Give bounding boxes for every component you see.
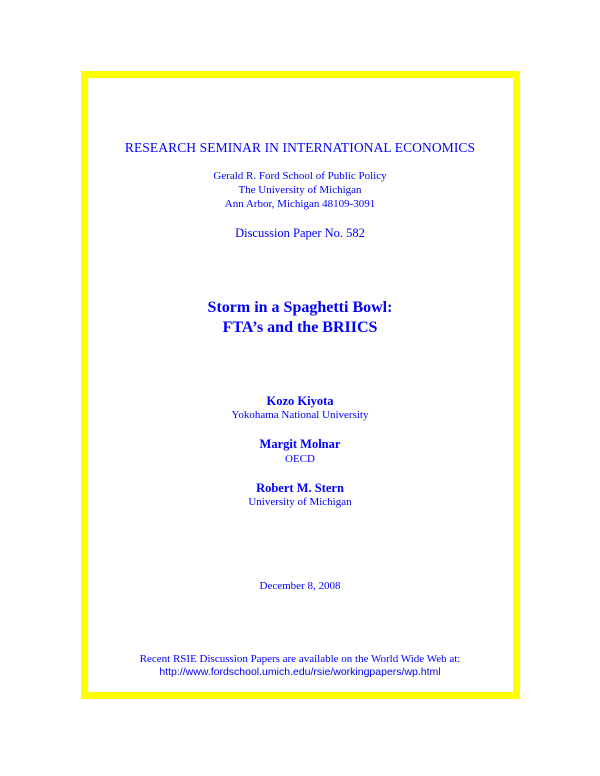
institution-address: Ann Arbor, Michigan 48109-3091 [224, 198, 376, 210]
paper-title-line-2: FTA’s and the BRIICS [222, 319, 378, 336]
discussion-paper-number: Discussion Paper No. 582 [235, 226, 365, 240]
author-affiliation: Yokohama National University [231, 409, 369, 421]
series-title: RESEARCH SEMINAR IN INTERNATIONAL ECONOMICS [124, 140, 476, 155]
author-name: Robert M. Stern [256, 481, 344, 495]
institution-school: Gerald R. Ford School of Public Policy [213, 170, 387, 182]
institution-university: The University of Michigan [238, 184, 362, 196]
author-name: Margit Molnar [259, 437, 341, 451]
working-papers-url[interactable]: http://www.fordschool.umich.edu/rsie/workingpapers/wp.html [159, 666, 441, 678]
publication-date: December 8, 2008 [259, 580, 341, 592]
author-name: Kozo Kiyota [266, 394, 334, 408]
paper-title-line-1: Storm in a Spaghetti Bowl: [207, 299, 393, 316]
availability-note: Recent RSIE Discussion Papers are available on the World Wide Web at: [139, 653, 461, 665]
page-border [81, 71, 520, 699]
author-affiliation: OECD [285, 453, 315, 465]
author-affiliation: University of Michigan [248, 496, 352, 508]
